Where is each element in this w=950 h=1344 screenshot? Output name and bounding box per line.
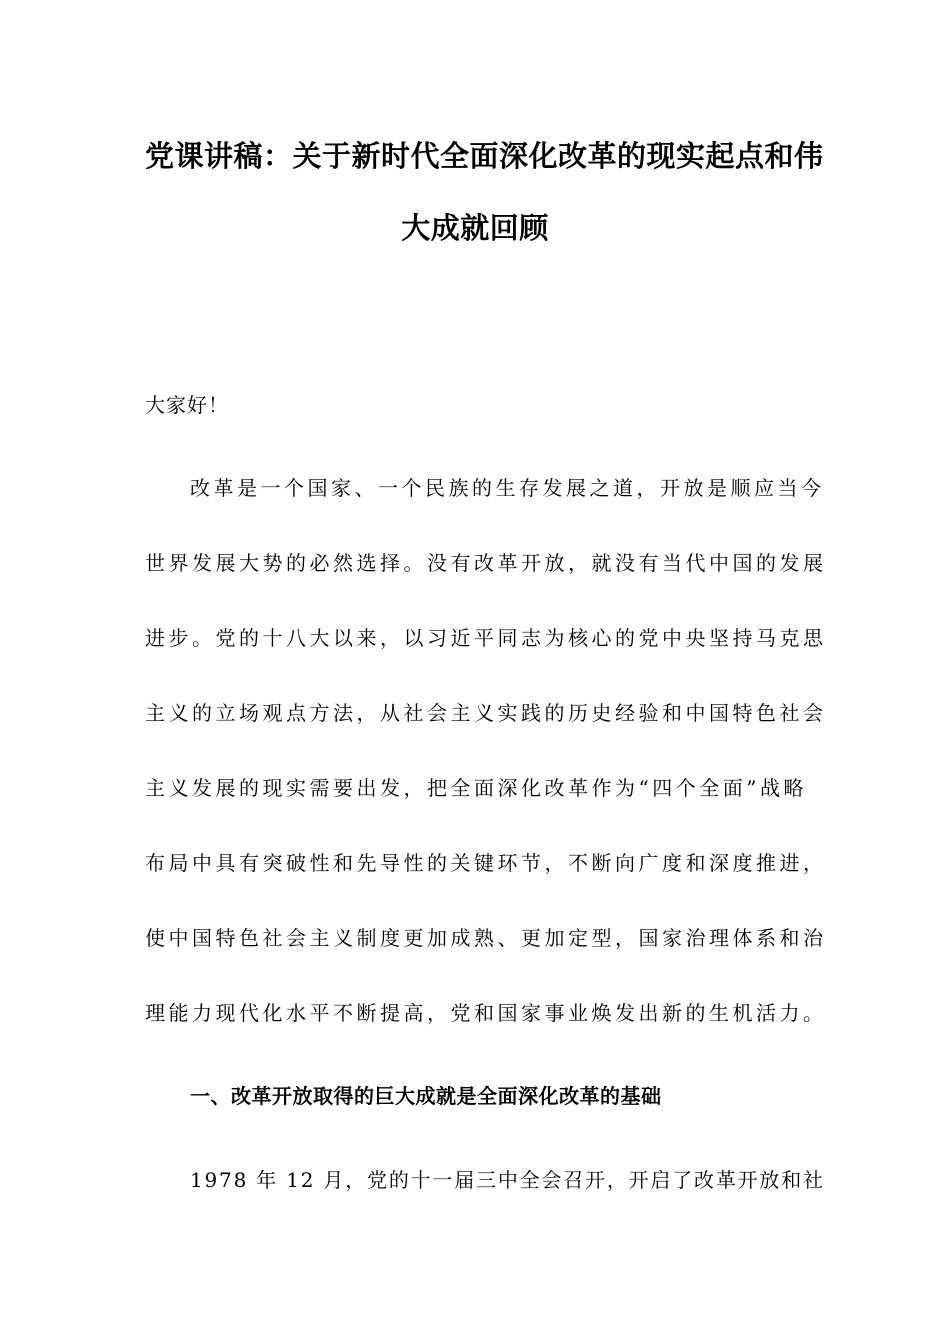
intro-paragraph-line: 改革是一个国家、一个民族的生存发展之道，开放是顺应当今 xyxy=(190,476,825,500)
document-title-line-1: 党课讲稿：关于新时代全面深化改革的现实起点和伟 xyxy=(145,139,824,173)
intro-paragraph-line: 布局中具有突破性和先导性的关键环节，不断向广度和深度推进， xyxy=(145,851,827,875)
intro-paragraph-line: 主义的立场观点方法，从社会主义实践的历史经验和中国特色社会 xyxy=(145,701,827,725)
section-paragraph-line: 1978 年 12 月，党的十一届三中全会召开，开启了改革开放和社 xyxy=(190,1168,825,1192)
intro-paragraph-line: 主义发展的现实需要出发，把全面深化改革作为“四个全面”战略 xyxy=(145,776,807,800)
intro-paragraph-line: 世界发展大势的必然选择。没有改革开放，就没有当代中国的发展 xyxy=(145,551,827,575)
greeting: 大家好！ xyxy=(145,393,229,417)
intro-paragraph-line: 进步。党的十八大以来，以习近平同志为核心的党中央坚持马克思 xyxy=(145,626,827,650)
section-heading: 一、改革开放取得的巨大成就是全面深化改革的基础 xyxy=(190,1084,662,1108)
intro-paragraph-line: 理能力现代化水平不断提高，党和国家事业焕发出新的生机活力。 xyxy=(145,1001,827,1025)
intro-paragraph-line: 使中国特色社会主义制度更加成熟、更加定型，国家治理体系和治 xyxy=(145,926,827,950)
document-title-line-2: 大成就回顾 xyxy=(401,211,549,245)
